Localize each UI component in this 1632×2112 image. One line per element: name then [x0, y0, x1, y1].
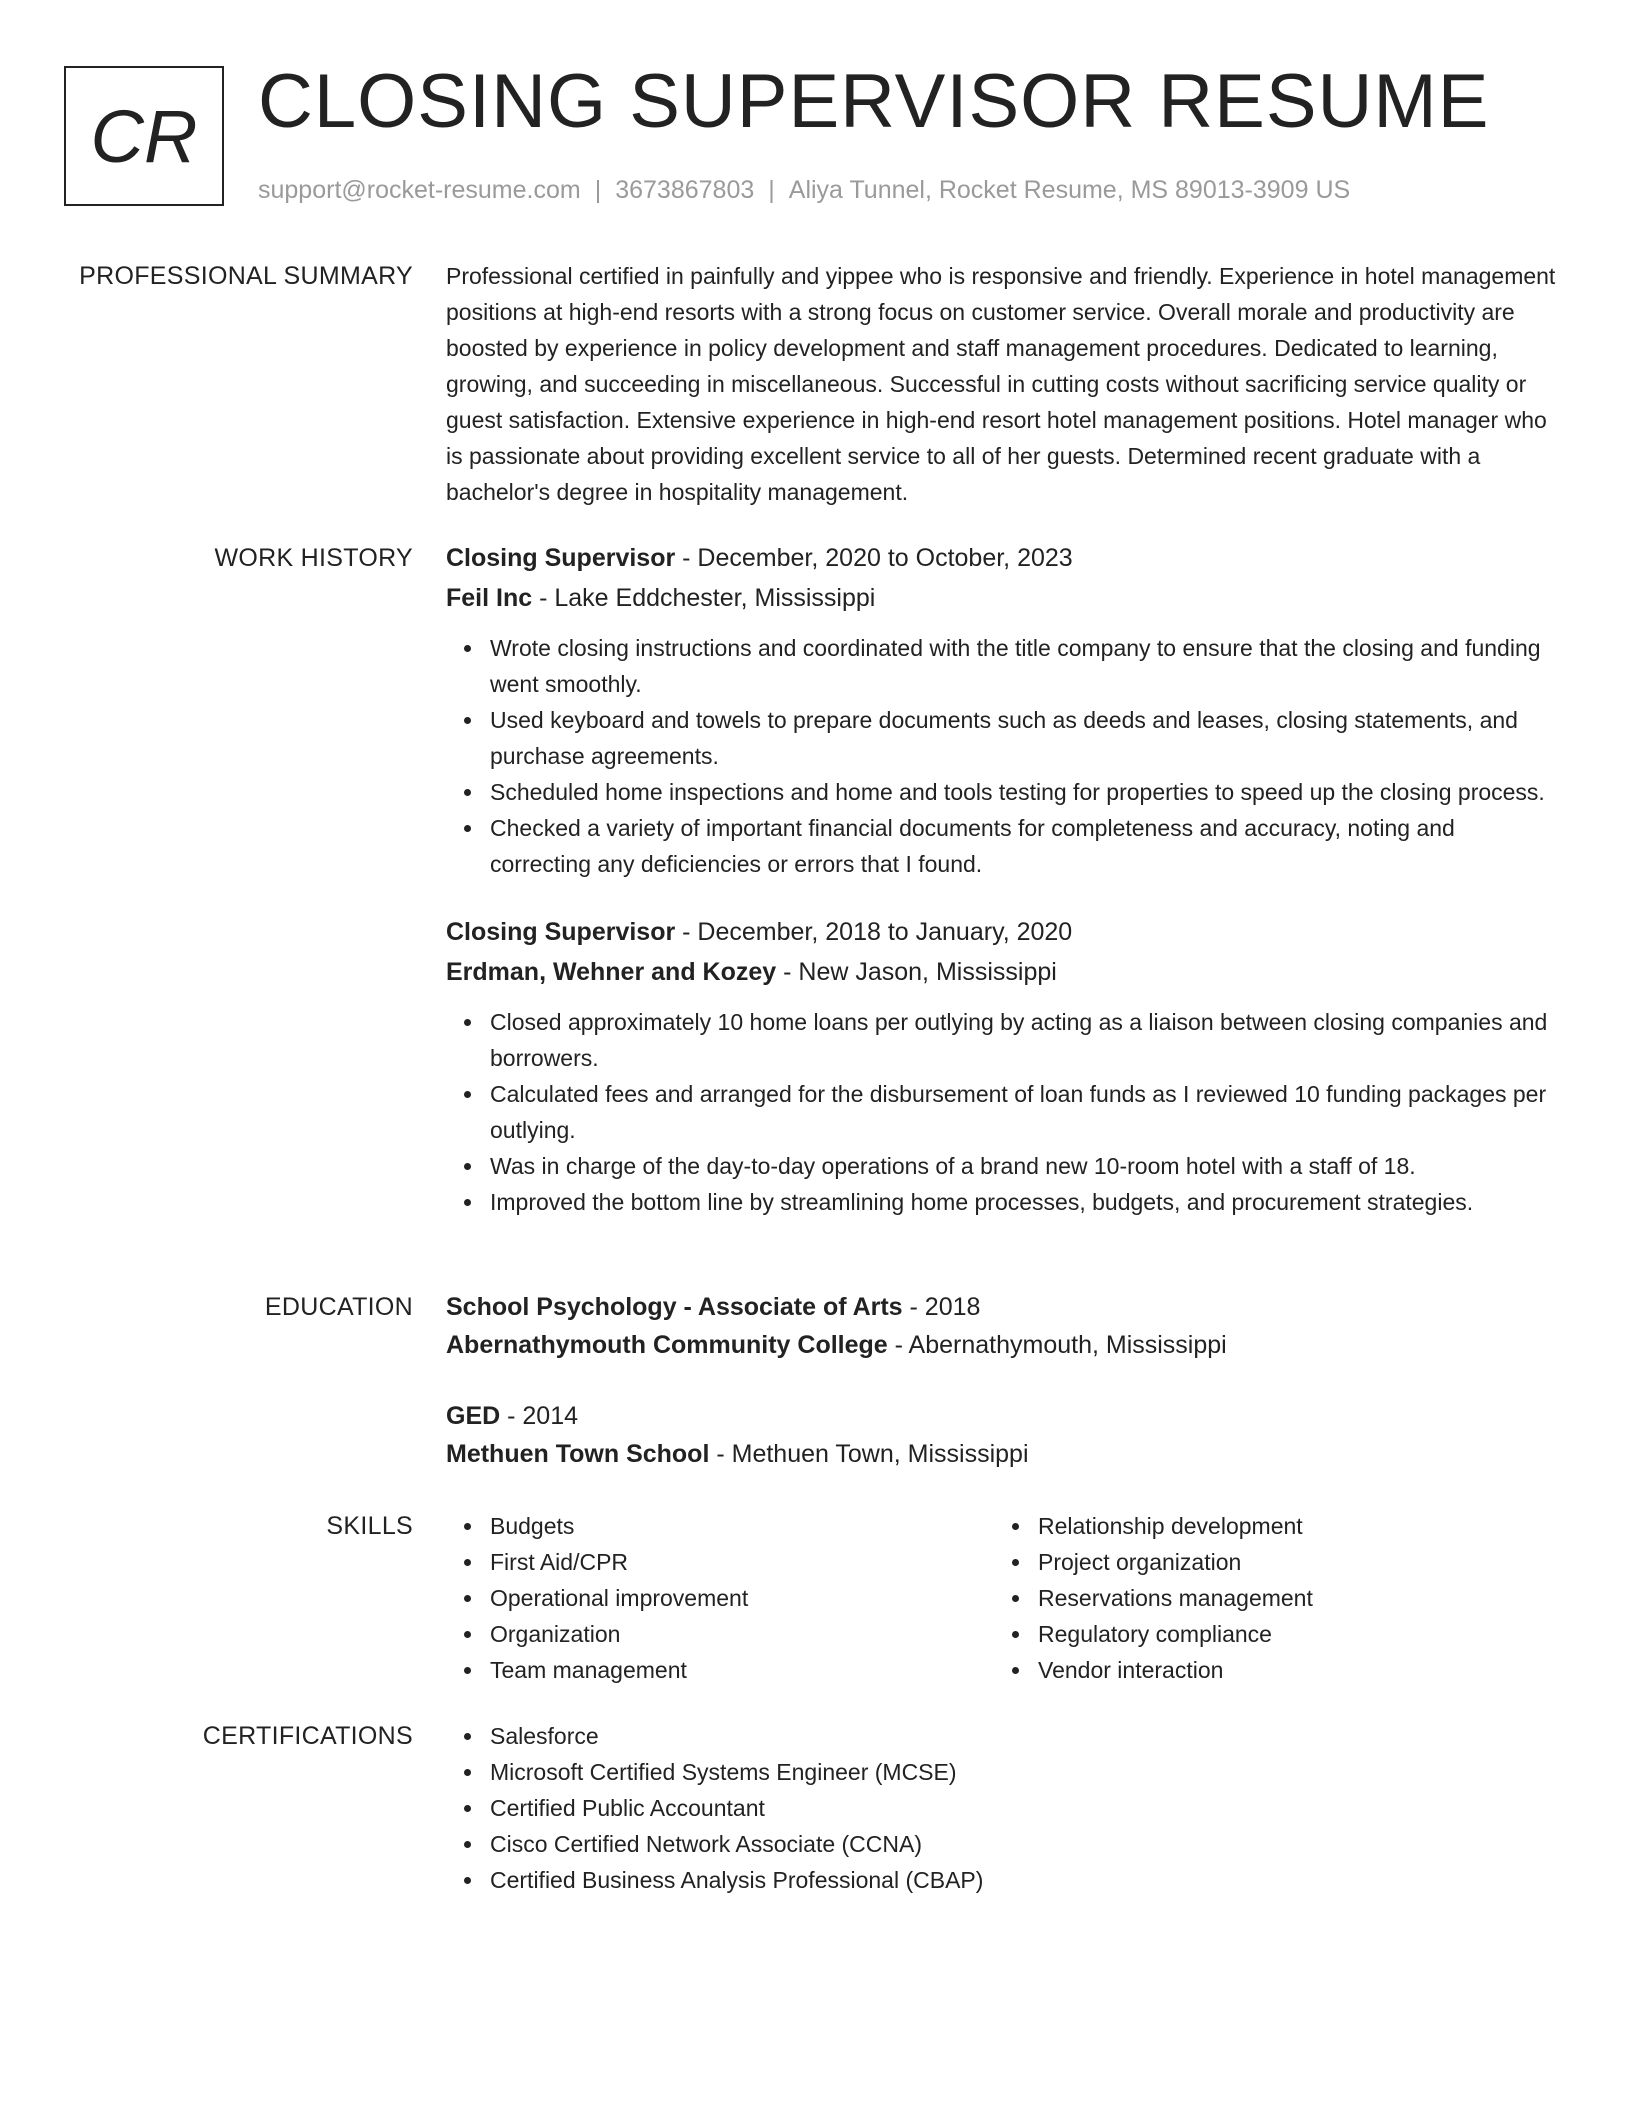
- list-item: Cisco Certified Network Associate (CCNA): [490, 1826, 1556, 1862]
- job-entry: [446, 912, 1556, 1220]
- summary-body: [446, 258, 1556, 510]
- contact-separator: |: [768, 176, 775, 204]
- degree-line: [446, 1397, 1556, 1435]
- list-item: First Aid/CPR: [490, 1544, 994, 1580]
- job-dates: - December, 2020 to October, 2023: [675, 544, 1073, 572]
- degree: School Psychology - Associate of Arts: [446, 1293, 903, 1321]
- degree-year: - 2014: [500, 1402, 579, 1430]
- school-name: Abernathymouth Community College: [446, 1331, 888, 1359]
- job-company-line: [446, 952, 1556, 992]
- job-title: Closing Supervisor: [446, 544, 676, 572]
- job-bullets: [446, 1004, 1556, 1220]
- job-bullets: [446, 630, 1556, 882]
- education-entry: [446, 1397, 1556, 1473]
- education-entry: [446, 1288, 1556, 1364]
- list-item: Organization: [490, 1616, 994, 1652]
- resume-title: CLOSING SUPERVISOR RESUME: [258, 59, 1490, 144]
- school-location: - Abernathymouth, Mississippi: [887, 1331, 1227, 1359]
- list-item: Calculated fees and arranged for the disbursement of loan funds as I reviewed 10 funding packages per outlying.: [490, 1076, 1556, 1148]
- skills-list-right: [994, 1508, 1542, 1688]
- list-item: Scheduled home inspections and home and tools testing for properties to speed up the closing process.: [490, 774, 1556, 810]
- monogram-badge: CR: [64, 66, 224, 206]
- job-company-line: [446, 578, 1556, 618]
- list-item: Used keyboard and towels to prepare documents such as deeds and leases, closing statements, and purchase agreements.: [490, 702, 1556, 774]
- list-item: Reservations management: [1038, 1580, 1542, 1616]
- job-entry: [446, 538, 1556, 882]
- certifications-body: [446, 1718, 1556, 1898]
- job-company: Erdman, Wehner and Kozey: [446, 958, 777, 986]
- list-item: Regulatory compliance: [1038, 1616, 1542, 1652]
- degree-year: - 2018: [902, 1293, 981, 1321]
- section-heading: WORK HISTORY: [214, 544, 413, 572]
- section-heading: EDUCATION: [264, 1293, 413, 1321]
- list-item: Wrote closing instructions and coordinated with the title company to ensure that the closing and funding went smoothly.: [490, 630, 1556, 702]
- list-item: Improved the bottom line by streamlining home processes, budgets, and procurement strategies.: [490, 1184, 1556, 1220]
- list-item: Microsoft Certified Systems Engineer (MCSE): [490, 1754, 1556, 1790]
- education-body: [446, 1288, 1556, 1473]
- job-dates: - December, 2018 to January, 2020: [675, 918, 1073, 946]
- school-location: - Methuen Town, Mississippi: [709, 1440, 1029, 1468]
- list-item: Salesforce: [490, 1718, 1556, 1754]
- list-item: Budgets: [490, 1508, 994, 1544]
- list-item: Relationship development: [1038, 1508, 1542, 1544]
- section-heading: PROFESSIONAL SUMMARY: [79, 262, 413, 290]
- school-line: [446, 1435, 1556, 1473]
- summary-text: Professional certified in painfully and yippee who is responsive and friendly. Experience in hotel management positions at high-end resorts with a strong focus on customer service. Overall morale and productivity are boosted by experience in policy development and staff management procedures. Dedicated to learning, growing, and succeeding in miscellaneous. Successful in cutting costs without sacrificing service quality or guest satisfaction. Extensive experience in high-end resort hotel management positions. Hotel manager who is passionate about providing excellent service to all of her guests. Determined recent graduate with a bachelor's degree in hospitality management.: [446, 263, 1556, 505]
- school-name: Methuen Town School: [446, 1440, 710, 1468]
- skills-columns: [446, 1508, 1556, 1688]
- contact-email: support@rocket-resume.com: [258, 176, 581, 204]
- list-item: Closed approximately 10 home loans per outlying by acting as a liaison between closing companies and borrowers.: [490, 1004, 1556, 1076]
- list-item: Certified Business Analysis Professional (CBAP): [490, 1862, 1556, 1898]
- contact-address: Aliya Tunnel, Rocket Resume, MS 89013-3909 US: [788, 176, 1351, 204]
- list-item: Project organization: [1038, 1544, 1542, 1580]
- list-item: Was in charge of the day-to-day operations of a brand new 10-room hotel with a staff of 18.: [490, 1148, 1556, 1184]
- job-location: - New Jason, Mississippi: [776, 958, 1057, 986]
- contact-line: [258, 176, 1350, 205]
- degree: GED: [446, 1402, 501, 1430]
- list-item: Team management: [490, 1652, 994, 1688]
- list-item: Vendor interaction: [1038, 1652, 1542, 1688]
- section-heading: SKILLS: [326, 1512, 413, 1540]
- degree-line: [446, 1288, 1556, 1326]
- list-item: Certified Public Accountant: [490, 1790, 1556, 1826]
- job-location: - Lake Eddchester, Mississippi: [532, 584, 876, 612]
- skills-body: [446, 1508, 1556, 1688]
- job-company: Feil Inc: [446, 584, 533, 612]
- skills-list-left: [446, 1508, 994, 1688]
- job-title: Closing Supervisor: [446, 918, 676, 946]
- job-title-line: [446, 538, 1556, 578]
- certifications-list: [446, 1718, 1556, 1898]
- list-item: Checked a variety of important financial documents for completeness and accuracy, noting and correcting any deficiencies or errors that I found.: [490, 810, 1556, 882]
- list-item: Operational improvement: [490, 1580, 994, 1616]
- job-title-line: [446, 912, 1556, 952]
- contact-phone: 3673867803: [615, 176, 755, 204]
- section-heading: CERTIFICATIONS: [202, 1722, 413, 1750]
- contact-separator: |: [594, 176, 602, 204]
- work-history-body: [446, 538, 1556, 1220]
- school-line: [446, 1326, 1556, 1364]
